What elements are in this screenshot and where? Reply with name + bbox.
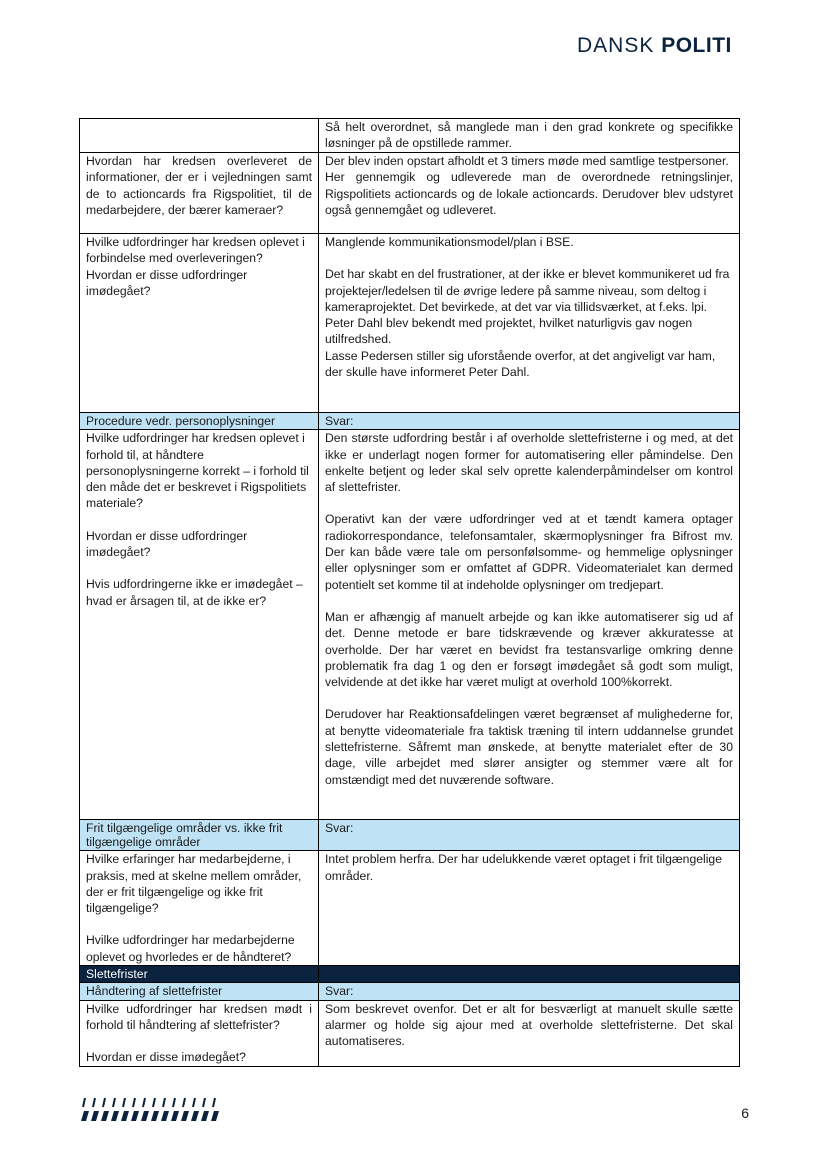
question-text: Hvilke udfordringer har kredsen oplevet i forbindelse med overleveringen? <box>86 235 305 266</box>
section-header-label: Frit tilgængelige områder vs. ikke frit tilgængelige områder <box>80 820 319 851</box>
answer-cell <box>319 119 740 153</box>
table-row <box>80 153 740 234</box>
answer-text: Manglende kommunikationsmodel/plan i BSE. <box>325 235 574 249</box>
answer-text: Så helt overordnet, så manglede man i den grad konkrete og specifikke løsninger på de opstillede rammer. <box>325 120 733 151</box>
logo-text-politi: POLITI <box>661 34 732 57</box>
answer-text: Der blev inden opstart afholdt et 3 timers møde med samtlige testpersoner. <box>325 154 729 168</box>
answer-cell <box>319 153 740 234</box>
section-header-row <box>80 820 740 851</box>
section-title: Slettefrister <box>80 966 319 983</box>
answer-cell <box>319 851 740 966</box>
answer-text: Det har skabt en del frustrationer, at der ikke er blevet kommunikeret ud fra projektejer/ledelsen til de øvrige ledere på samme niveau, som deltog i kameraprojektet. Det bevirkede, at det var via tillidsværket, at f.eks. lpi. Peter Dahl blev bekendt med projektet, hvilket naturligvis gav nogen utilfredshed. <box>325 267 730 347</box>
answer-text: Operativt kan der være udfordringer ved at et tændt kamera optager radiokorrespondance, telefonsamtaler, skærmoplysninger fra Bifrost mv. Der kan både være tale om personfølsomme- og hemmelige oplysninger eller oplysninger som er omfattet af GDPR. Videomaterialet kan dermed potentielt set komme til at indeholde oplysninger om tredjepart. <box>325 512 733 592</box>
question-cell <box>80 851 319 966</box>
politi-stripe-icon <box>80 1097 220 1123</box>
logo-text-dansk: DANSK <box>577 34 655 57</box>
section-header-row <box>80 413 740 430</box>
evaluation-table <box>79 118 740 1067</box>
table-row <box>80 430 740 820</box>
section-header-row <box>80 983 740 1000</box>
question-cell <box>80 430 319 820</box>
table-row <box>80 234 740 413</box>
question-cell <box>80 119 319 153</box>
answer-text: Derudover har Reaktionsafdelingen været begrænset af mulighederne for, at benytte videomateriale fra taktisk træning til intern uddannelse grundet slettefristerne. Såfremt man ønskede, at benytte materialet efter de 30 dage, ville arbejdet med slører ansigter og stemmer være alt for omstændigt med det nuværende software. <box>325 707 733 787</box>
question-cell <box>80 153 319 234</box>
answer-text: Lasse Pedersen stiller sig uforstående overfor, at det angiveligt var ham, der skulle have informeret Peter Dahl. <box>325 348 716 380</box>
section-header-answer-label: Svar: <box>319 983 740 1000</box>
question-text: Hvilke erfaringer har medarbejderne, i praksis, med at skelne mellem områder, der er frit tilgængelige og ikke frit tilgængelige? <box>86 852 302 916</box>
answer-text: Den største udfordring består i af overholde slettefristerne i og med, at det ikke er underlagt nogen former for automatisering eller påmindelse. Den enkelte betjent og leder skal selv oprette kalenderpåmindelser om kontrol af slettefrister. <box>325 431 733 495</box>
dansk-politi-logo <box>577 34 732 58</box>
section-header-answer-label: Svar: <box>319 413 740 430</box>
answer-text: Intet problem herfra. Der har udelukkende været optaget i frit tilgængelige områder. <box>325 852 722 883</box>
question-cell <box>80 1000 319 1066</box>
question-text: Hvordan er disse udfordringer imødegået? <box>86 267 248 298</box>
table-row <box>80 851 740 966</box>
section-title-row <box>80 966 740 983</box>
section-header-label: Procedure vedr. personoplysninger <box>80 413 319 430</box>
question-text: Hvilke udfordringer har medarbejderne oplevet og hvorledes er de håndteret? <box>86 933 295 964</box>
question-text: Hvordan har kredsen overleveret de informationer, der er i vejledningen samt de to actioncards fra Rigspolitiet, til de medarbejdere, der bærer kameraer? <box>86 154 312 217</box>
question-text: Hvordan er disse udfordringer imødegået? <box>86 528 248 560</box>
politi-stripe-logo <box>80 1097 220 1128</box>
section-title-filler <box>319 966 740 983</box>
question-text: Hvilke udfordringer har kredsen oplevet i forhold til, at håndtere personoplysningerne korrekt – i forhold til den måde det er beskrevet i Rigspolitiets materiale? <box>86 431 309 511</box>
question-text: Hvordan er disse imødegået? <box>86 1050 246 1065</box>
answer-cell <box>319 1000 740 1066</box>
answer-text: Man er afhængig af manuelt arbejde og kan ikke automatiserer sig ud af det. Denne metode er bare tidskrævende og kræver akkuratesse at overholde. Der har været en bevidst fra testansvarlige omkring denne problematik fra dag 1 og den er forsøgt imødegået så godt som muligt, velvidende at det ikke har været muligt at overhold 100%korrekt. <box>325 609 733 690</box>
question-text: Hvilke udfordringer har kredsen mødt i forhold til håndtering af slettefrister? <box>86 1001 312 1032</box>
answer-text: Som beskrevet ovenfor. Det er alt for besværligt at manuelt skulle sætte alarmer og holde sig ajour med at overholde slettefristerne. Det skal automatiseres. <box>325 1001 733 1049</box>
table-row <box>80 119 740 153</box>
answer-cell <box>319 234 740 413</box>
section-header-label: Håndtering af slettefrister <box>80 983 319 1000</box>
table-row <box>80 1000 740 1066</box>
page-number: 6 <box>741 1105 749 1121</box>
question-text: Hvis udfordringerne ikke er imødegået – hvad er årsagen til, at de ikke er? <box>86 577 303 608</box>
question-cell <box>80 234 319 413</box>
answer-cell <box>319 430 740 820</box>
section-header-answer-label: Svar: <box>319 820 740 851</box>
answer-text: Her gennemgik og udleverede man de overordnede retningslinjer, Rigspolitiets actioncards og de lokale actioncards. Derudover blev udstyret også gennemgået og udleveret. <box>325 170 733 217</box>
